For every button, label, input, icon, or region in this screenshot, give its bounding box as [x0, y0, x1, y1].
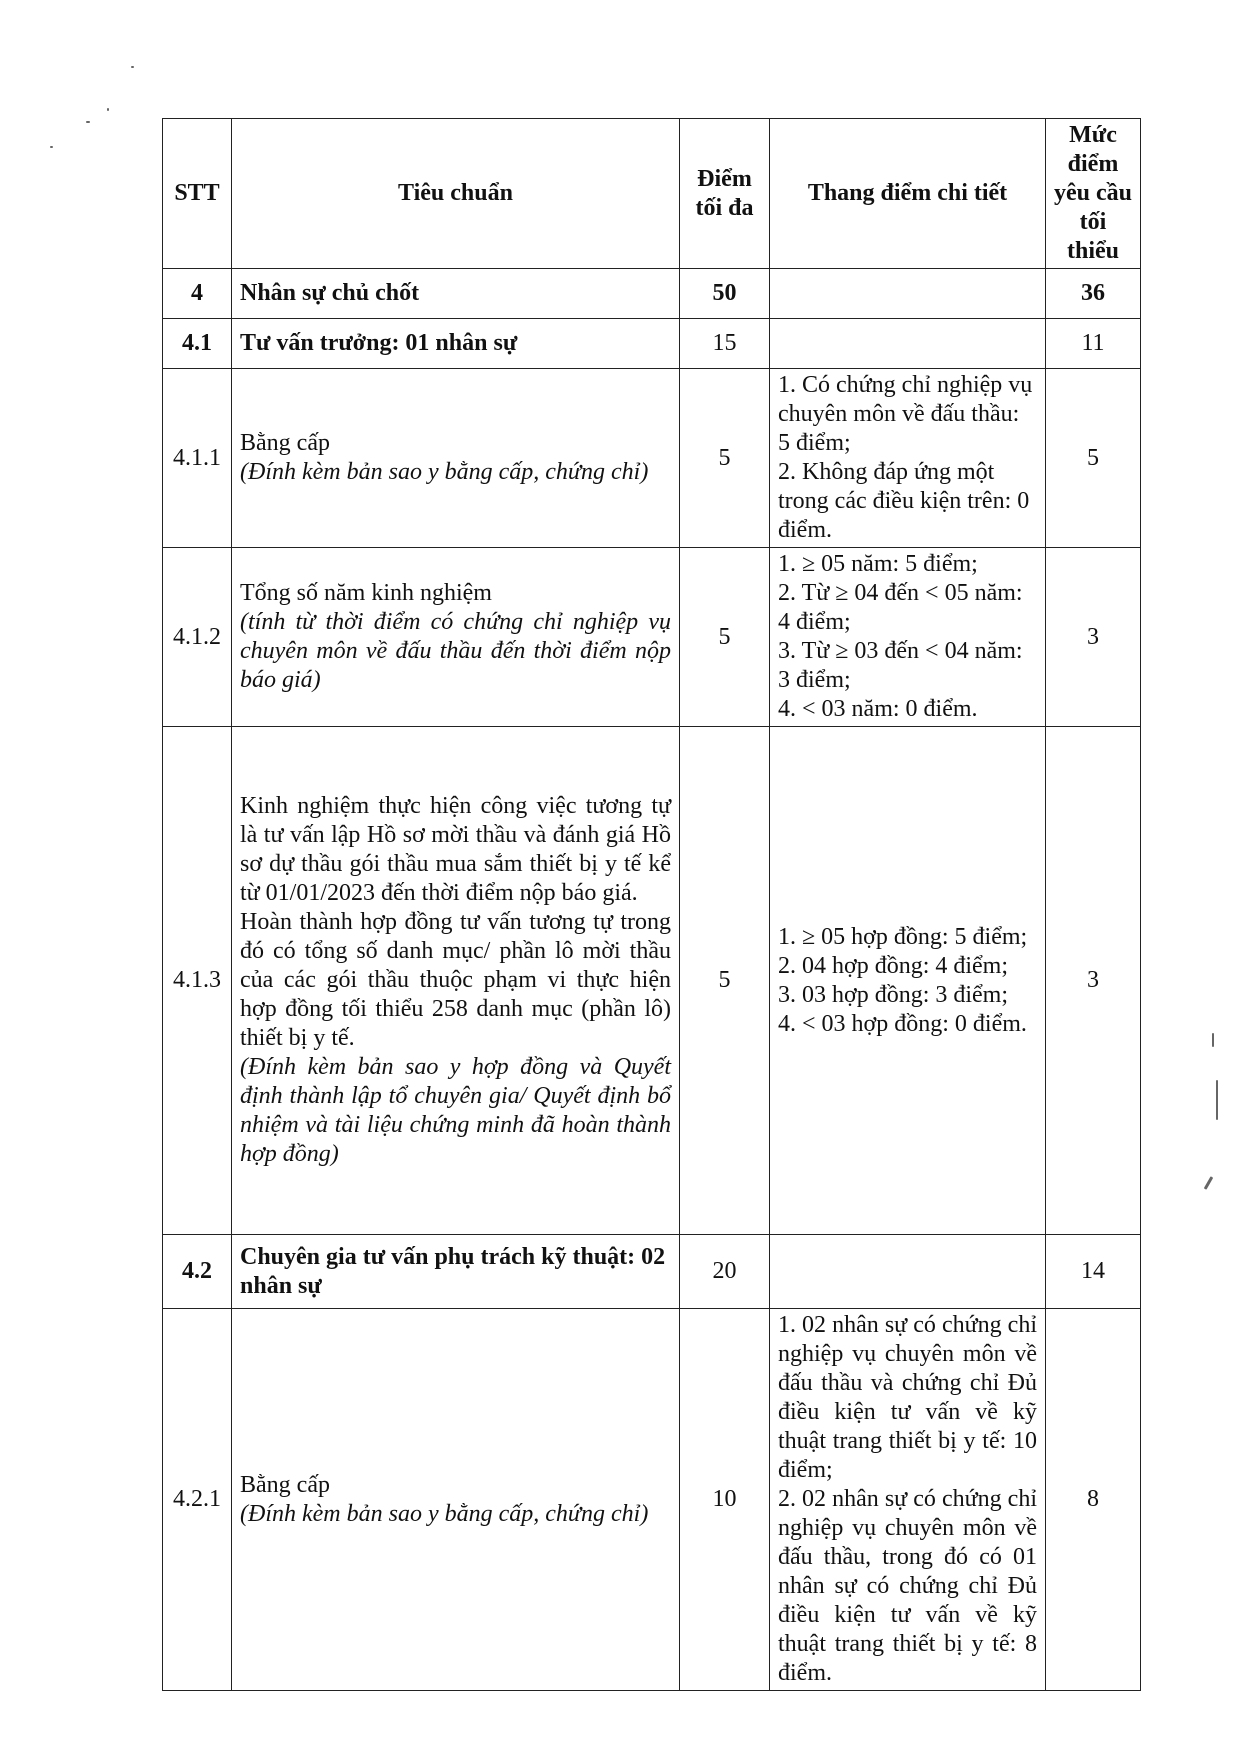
- row-stt: 4.2: [163, 1235, 232, 1309]
- row-min-score: 14: [1046, 1235, 1141, 1309]
- detail-line: 1. ≥ 05 hợp đồng: 5 điểm;: [778, 923, 1028, 950]
- scan-speck: [1216, 1080, 1218, 1120]
- row-title: Bằng cấp: [240, 430, 330, 456]
- row-note: (Đính kèm bản sao y bằng cấp, chứng chỉ): [240, 459, 649, 485]
- row-title: Bằng cấp: [240, 1471, 330, 1498]
- row-detail: [770, 319, 1046, 369]
- row-min-score: 8: [1046, 1309, 1141, 1691]
- row-max-score: 50: [680, 269, 770, 319]
- row-note: (tính từ thời điểm có chứng chỉ nghiệp vụ chuyên môn về đấu thầu đến thời điểm nộp báo giá): [240, 609, 671, 693]
- table-row: [163, 727, 1141, 1235]
- row-max-score: 5: [680, 548, 770, 727]
- row-max-score: 5: [680, 727, 770, 1235]
- scan-speck: [107, 108, 109, 111]
- scan-speck: [1204, 1176, 1214, 1190]
- header-max-score: Điểm tối đa: [680, 119, 770, 269]
- table-row: [163, 319, 1141, 369]
- row-max-score: 10: [680, 1309, 770, 1691]
- row-stt: 4.1.2: [163, 548, 232, 727]
- detail-line: 3. Từ ≥ 03 đến < 04 năm: 3 điểm;: [778, 638, 1023, 693]
- detail-line: 1. ≥ 05 năm: 5 điểm;: [778, 551, 978, 577]
- row-detail: [770, 548, 1046, 727]
- row-min-score: 3: [1046, 727, 1141, 1235]
- row-detail: [770, 369, 1046, 548]
- row-title-2: Hoàn thành hợp đồng tư vấn tương tự trong đó có tổng số danh mục/ phần lô mời thầu của các gói thầu thuộc phạm vi thực hiện hợp đồng tối thiểu 258 danh mục (phần lô) thiết bị y tế.: [240, 909, 671, 1051]
- table-header-row: [163, 119, 1141, 269]
- detail-line: 2. 04 hợp đồng: 4 điểm;: [778, 952, 1009, 979]
- table-row: [163, 269, 1141, 319]
- detail-line: 1. 02 nhân sự có chứng chỉ nghiệp vụ chuyên môn về đấu thầu và chứng chỉ Đủ điều kiện tư vấn về kỹ thuật trang thiết bị y tế: 10 điểm;: [778, 1312, 1037, 1483]
- header-criteria: Tiêu chuẩn: [232, 119, 680, 269]
- row-stt: 4.1: [163, 319, 232, 369]
- detail-line: 2. 02 nhân sự có chứng chỉ nghiệp vụ chuyên môn về đấu thầu, trong đó có 01 nhân sự có chứng chỉ Đủ điều kiện tư vấn về kỹ thuật trang thiết bị y tế: 8 điểm.: [778, 1486, 1037, 1686]
- row-criteria: [232, 369, 680, 548]
- header-min-score: Mức điểm yêu cầu tối thiểu: [1046, 119, 1141, 269]
- row-title: Tổng số năm kinh nghiệm: [240, 580, 492, 606]
- row-criteria: [232, 1309, 680, 1691]
- row-stt: 4.2.1: [163, 1309, 232, 1691]
- row-max-score: 5: [680, 369, 770, 548]
- table-row: [163, 1235, 1141, 1309]
- table-row: [163, 548, 1141, 727]
- row-title: Tư vấn trưởng: 01 nhân sự: [232, 319, 680, 369]
- row-min-score: 11: [1046, 319, 1141, 369]
- detail-line: 3. 03 hợp đồng: 3 điểm;: [778, 981, 1009, 1008]
- row-detail: [770, 269, 1046, 319]
- scan-speck: [1212, 1033, 1214, 1047]
- row-min-score: 3: [1046, 548, 1141, 727]
- scan-speck: [131, 66, 134, 68]
- row-note: (Đính kèm bản sao y hợp đồng và Quyết định thành lập tổ chuyên gia/ Quyết định bổ nhiệm và tài liệu chứng minh đã hoàn thành hợp đồng): [240, 1054, 671, 1167]
- row-min-score: 36: [1046, 269, 1141, 319]
- row-max-score: 20: [680, 1235, 770, 1309]
- row-min-score: 5: [1046, 369, 1141, 548]
- row-stt: 4: [163, 269, 232, 319]
- row-detail: [770, 727, 1046, 1235]
- detail-line: 4. < 03 năm: 0 điểm.: [778, 696, 978, 722]
- detail-line: 4. < 03 hợp đồng: 0 điểm.: [778, 1010, 1027, 1037]
- header-detail: Thang điểm chi tiết: [770, 119, 1046, 269]
- row-detail: [770, 1235, 1046, 1309]
- row-note: (Đính kèm bản sao y bằng cấp, chứng chỉ): [240, 1500, 649, 1527]
- row-criteria: [232, 727, 680, 1235]
- scan-speck: [86, 121, 90, 123]
- table-row: [163, 1309, 1141, 1691]
- criteria-table: [162, 118, 1141, 1691]
- detail-line: 2. Không đáp ứng một trong các điều kiện trên: 0 điểm.: [778, 459, 1030, 543]
- header-stt: STT: [163, 119, 232, 269]
- scan-speck: [50, 146, 53, 148]
- row-title: Chuyên gia tư vấn phụ trách kỹ thuật: 02 nhân sự: [232, 1235, 680, 1309]
- row-detail: [770, 1309, 1046, 1691]
- row-stt: 4.1.3: [163, 727, 232, 1235]
- detail-line: 2. Từ ≥ 04 đến < 05 năm: 4 điểm;: [778, 580, 1023, 635]
- row-title: Kinh nghiệm thực hiện công việc tương tự là tư vấn lập Hồ sơ mời thầu và đánh giá Hồ sơ dự thầu gói thầu mua sắm thiết bị y tế kể từ 01/01/2023 đến thời điểm nộp báo giá.: [240, 793, 671, 906]
- row-criteria: [232, 548, 680, 727]
- row-max-score: 15: [680, 319, 770, 369]
- table-row: [163, 369, 1141, 548]
- row-title: Nhân sự chủ chốt: [232, 269, 680, 319]
- row-stt: 4.1.1: [163, 369, 232, 548]
- detail-line: 1. Có chứng chỉ nghiệp vụ chuyên môn về đấu thầu: 5 điểm;: [778, 372, 1033, 456]
